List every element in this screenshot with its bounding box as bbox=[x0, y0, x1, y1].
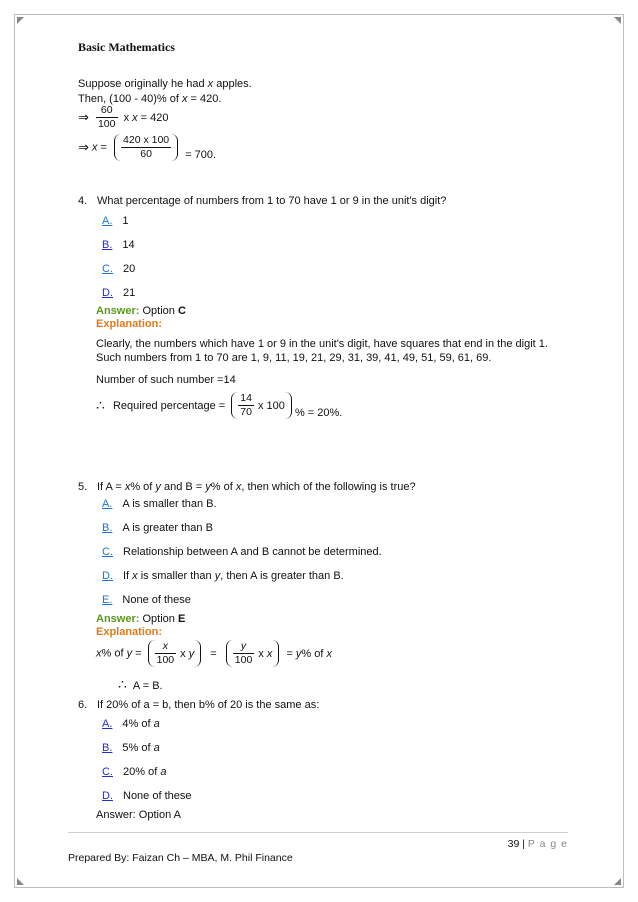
q5-option-a[interactable]: A. A is smaller than B. bbox=[102, 498, 217, 510]
q4-option-d[interactable]: D. 21 bbox=[102, 287, 136, 299]
q4-explanation-line-2: Such numbers from 1 to 70 are 1, 9, 11, 19, 21, 29, 31, 39, 41, 49, 51, 59, 61, 69. bbox=[96, 352, 492, 364]
prepared-by: Prepared By: Faizan Ch – MBA, M. Phil Finance bbox=[68, 852, 293, 864]
page-header: Basic Mathematics bbox=[78, 40, 175, 54]
corner-ornament bbox=[17, 878, 24, 885]
prev-line-1: Suppose originally he had x apples. bbox=[78, 78, 252, 90]
q5-number: 5. bbox=[78, 481, 88, 493]
q6-option-a[interactable]: A. 4% of a bbox=[102, 718, 160, 730]
q5-conclusion: ∴ A = B. bbox=[118, 676, 163, 692]
prev-equation-2: ⇒ x = $\frac{420 x 100}{60}$ = 700. bbox=[78, 134, 217, 161]
q4-text: What percentage of numbers from 1 to 70 have 1 or 9 in the unit's digit? bbox=[97, 195, 447, 207]
q6-text: If 20% of a = b, then b% of 20 is the same as: bbox=[97, 699, 320, 711]
q6-option-d[interactable]: D. None of these bbox=[102, 790, 192, 802]
q5-explanation-label: Explanation: bbox=[96, 626, 163, 638]
page-number: 39 | P a g e bbox=[507, 838, 568, 850]
q5-equation: x% of y = $\frac{x}{100}$ x y = $\frac{y}{100}$ x x = y% of x bbox=[96, 640, 332, 666]
q5-text: If A = x% of y and B = y% of x, then which of the following is true? bbox=[97, 481, 416, 493]
prev-line-2: Then, (100 - 40)% of x = 420. bbox=[78, 93, 222, 105]
q4-explanation-line-1: Clearly, the numbers which have 1 or 9 in the unit's digit, have squares that end in the digit 1. bbox=[96, 338, 548, 350]
corner-ornament bbox=[614, 878, 621, 885]
q4-explanation-label: Explanation: bbox=[96, 318, 163, 330]
footer-divider bbox=[68, 832, 568, 833]
q4-percentage-equation: ∴ Required percentage = $\frac{14}{70}$ x 100 % = 20%. bbox=[96, 392, 343, 419]
q6-answer: Answer: Option A bbox=[96, 809, 181, 821]
corner-ornament bbox=[614, 17, 621, 24]
q4-option-b[interactable]: B. 14 bbox=[102, 239, 135, 251]
corner-ornament bbox=[17, 17, 24, 24]
q4-number: 4. bbox=[78, 195, 88, 207]
prev-equation-1: ⇒ $\frac{60}{100}$ x x = 420 bbox=[78, 104, 169, 130]
q5-option-e[interactable]: E. None of these bbox=[102, 594, 191, 606]
q4-option-a[interactable]: A. 1 bbox=[102, 215, 129, 227]
q5-answer: Answer: Option E bbox=[96, 613, 186, 625]
q4-explanation-line-3: Number of such number =14 bbox=[96, 374, 236, 386]
q6-option-b[interactable]: B. 5% of a bbox=[102, 742, 160, 754]
q4-answer: Answer: Option C bbox=[96, 305, 186, 317]
q5-option-c[interactable]: C. Relationship between A and B cannot be determined. bbox=[102, 546, 382, 558]
q6-option-c[interactable]: C. 20% of a bbox=[102, 766, 167, 778]
q5-option-d[interactable]: D. If x is smaller than y, then A is greater than B. bbox=[102, 570, 344, 582]
q6-number: 6. bbox=[78, 699, 88, 711]
q4-option-c[interactable]: C. 20 bbox=[102, 263, 136, 275]
q5-option-b[interactable]: B. A is greater than B bbox=[102, 522, 213, 534]
